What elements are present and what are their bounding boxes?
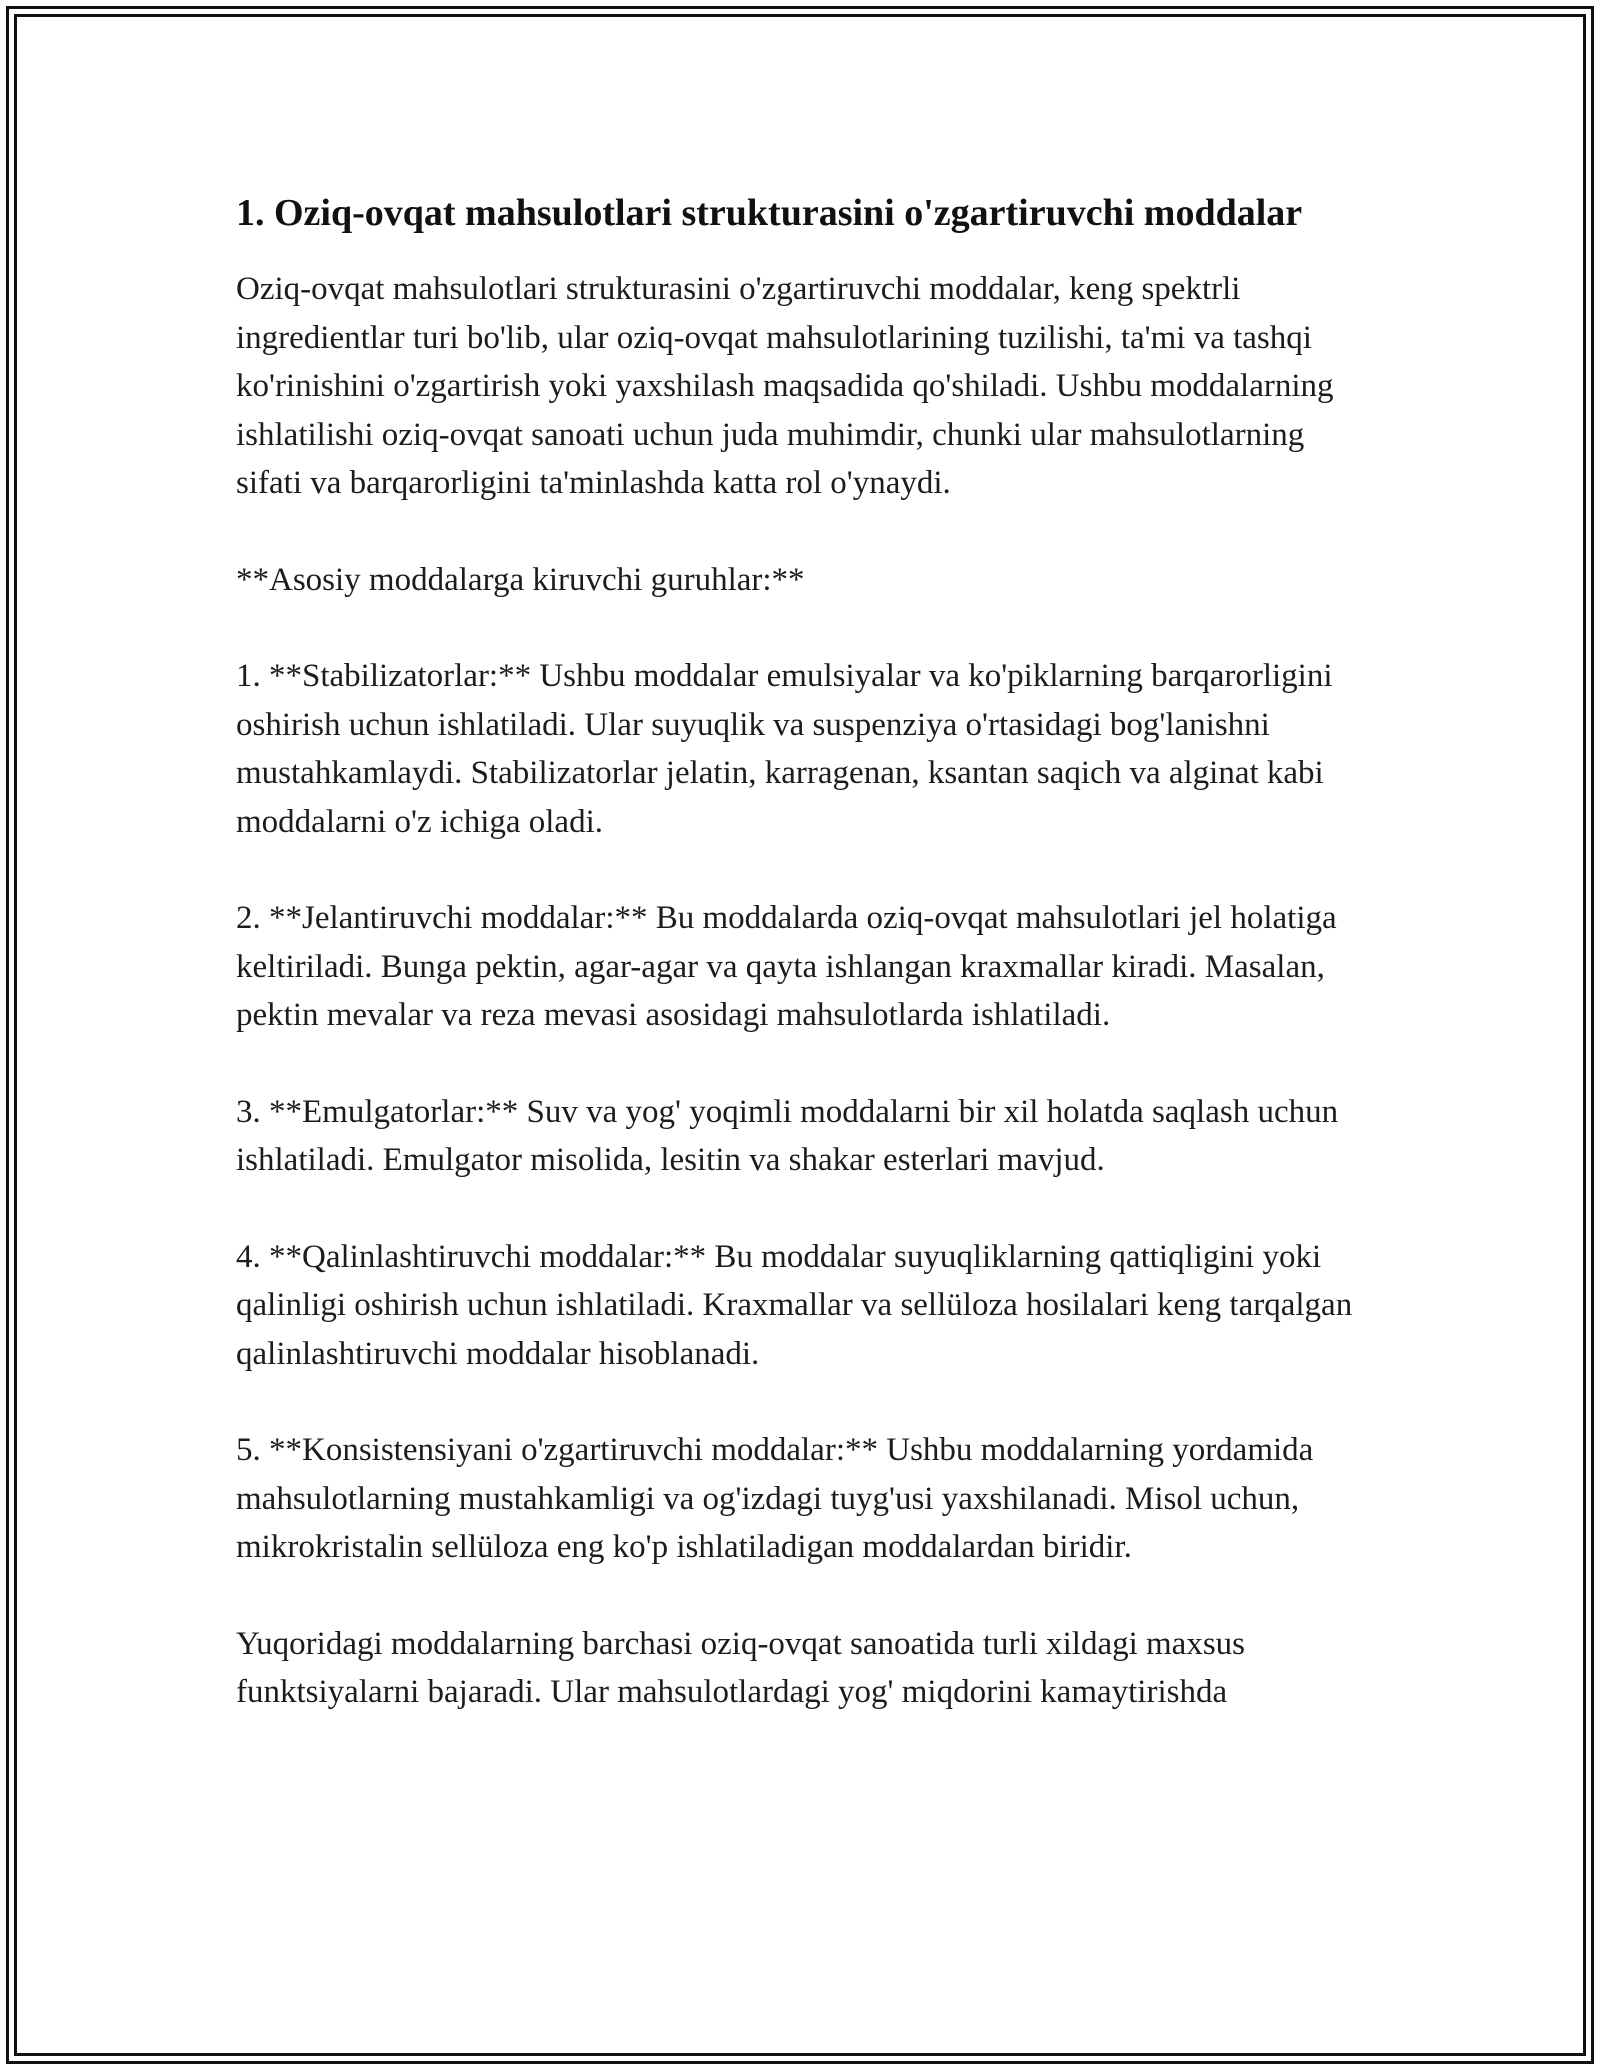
groups-heading-paragraph: **Asosiy moddalarga kiruvchi guruhlar:** bbox=[236, 561, 805, 598]
intro-paragraph: Oziq-ovqat mahsulotlari strukturasini o'zgartiruvchi moddalar, keng spektrli ingredientlar turi bo'lib, ular oziq-ovqat mahsulotlarining tuzilishi, ta'mi va tashqi ko'rinishini o'zgartirish yoki yaxshilash maqsadida qo'shiladi. Ushbu moddalarning ishlatilishi oziq-ovqat sanoati uchun juda muhimdir, chunki ular mahsulotlarning sifati va barqarorligini ta'minlashda katta rol o'ynaydi. bbox=[236, 271, 1334, 501]
list-item-thickeners: 4. **Qalinlashtiruvchi moddalar:** Bu moddalar suyuqliklarning qattiqligini yoki qalinligi oshirish uchun ishlatiladi. Kraxmallar va sellüloza hosilalari keng tarqalgan qalinlashtiruvchi moddalar hisoblanadi. bbox=[236, 1238, 1353, 1372]
list-item-emulsifiers: 3. **Emulgatorlar:** Suv va yog' yoqimli moddalarni bir xil holatda saqlash uchun ishlatiladi. Emulgator misolida, lesitin va shakar esterlari mavjud. bbox=[236, 1093, 1339, 1178]
document-body bbox=[236, 186, 1376, 1765]
list-item-consistency-modifiers: 5. **Konsistensiyani o'zgartiruvchi moddalar:** Ushbu moddalarning yordamida mahsulotlarning mustahkamligi va og'izdagi tuyg'usi yaxshilanadi. Misol uchun, mikrokristalin sellüloza eng ko'p ishlatiladigan moddalardan biridir. bbox=[236, 1432, 1314, 1565]
list-item-gelling-agents: 2. **Jelantiruvchi moddalar:** Bu moddalarda oziq-ovqat mahsulotlari jel holatiga keltiriladi. Bunga pektin, agar-agar va qayta ishlangan kraxmallar kiradi. Masalan, pektin mevalar va reza mevasi asosidagi mahsulotlarda ishlatiladi. bbox=[236, 900, 1337, 1033]
section-heading: 1. Oziq-ovqat mahsulotlari strukturasini o'zgartiruvchi moddalar bbox=[236, 192, 1303, 234]
closing-paragraph: Yuqoridagi moddalarning barchasi oziq-ovqat sanoatida turli xildagi maxsus funktsiyalarni bajaradi. Ular mahsulotlardagi yog' miqdorini kamaytirishda bbox=[236, 1625, 1246, 1710]
list-item-stabilizers: 1. **Stabilizatorlar:** Ushbu moddalar emulsiyalar va ko'piklarning barqarorligini oshirish uchun ishlatiladi. Ular suyuqlik va suspenziya o'rtasidagi bog'lanishni mustahkamlaydi. Stabilizatorlar jelatin, karragenan, ksantan saqich va alginat kabi moddalarni o'z ichiga oladi. bbox=[236, 658, 1333, 840]
